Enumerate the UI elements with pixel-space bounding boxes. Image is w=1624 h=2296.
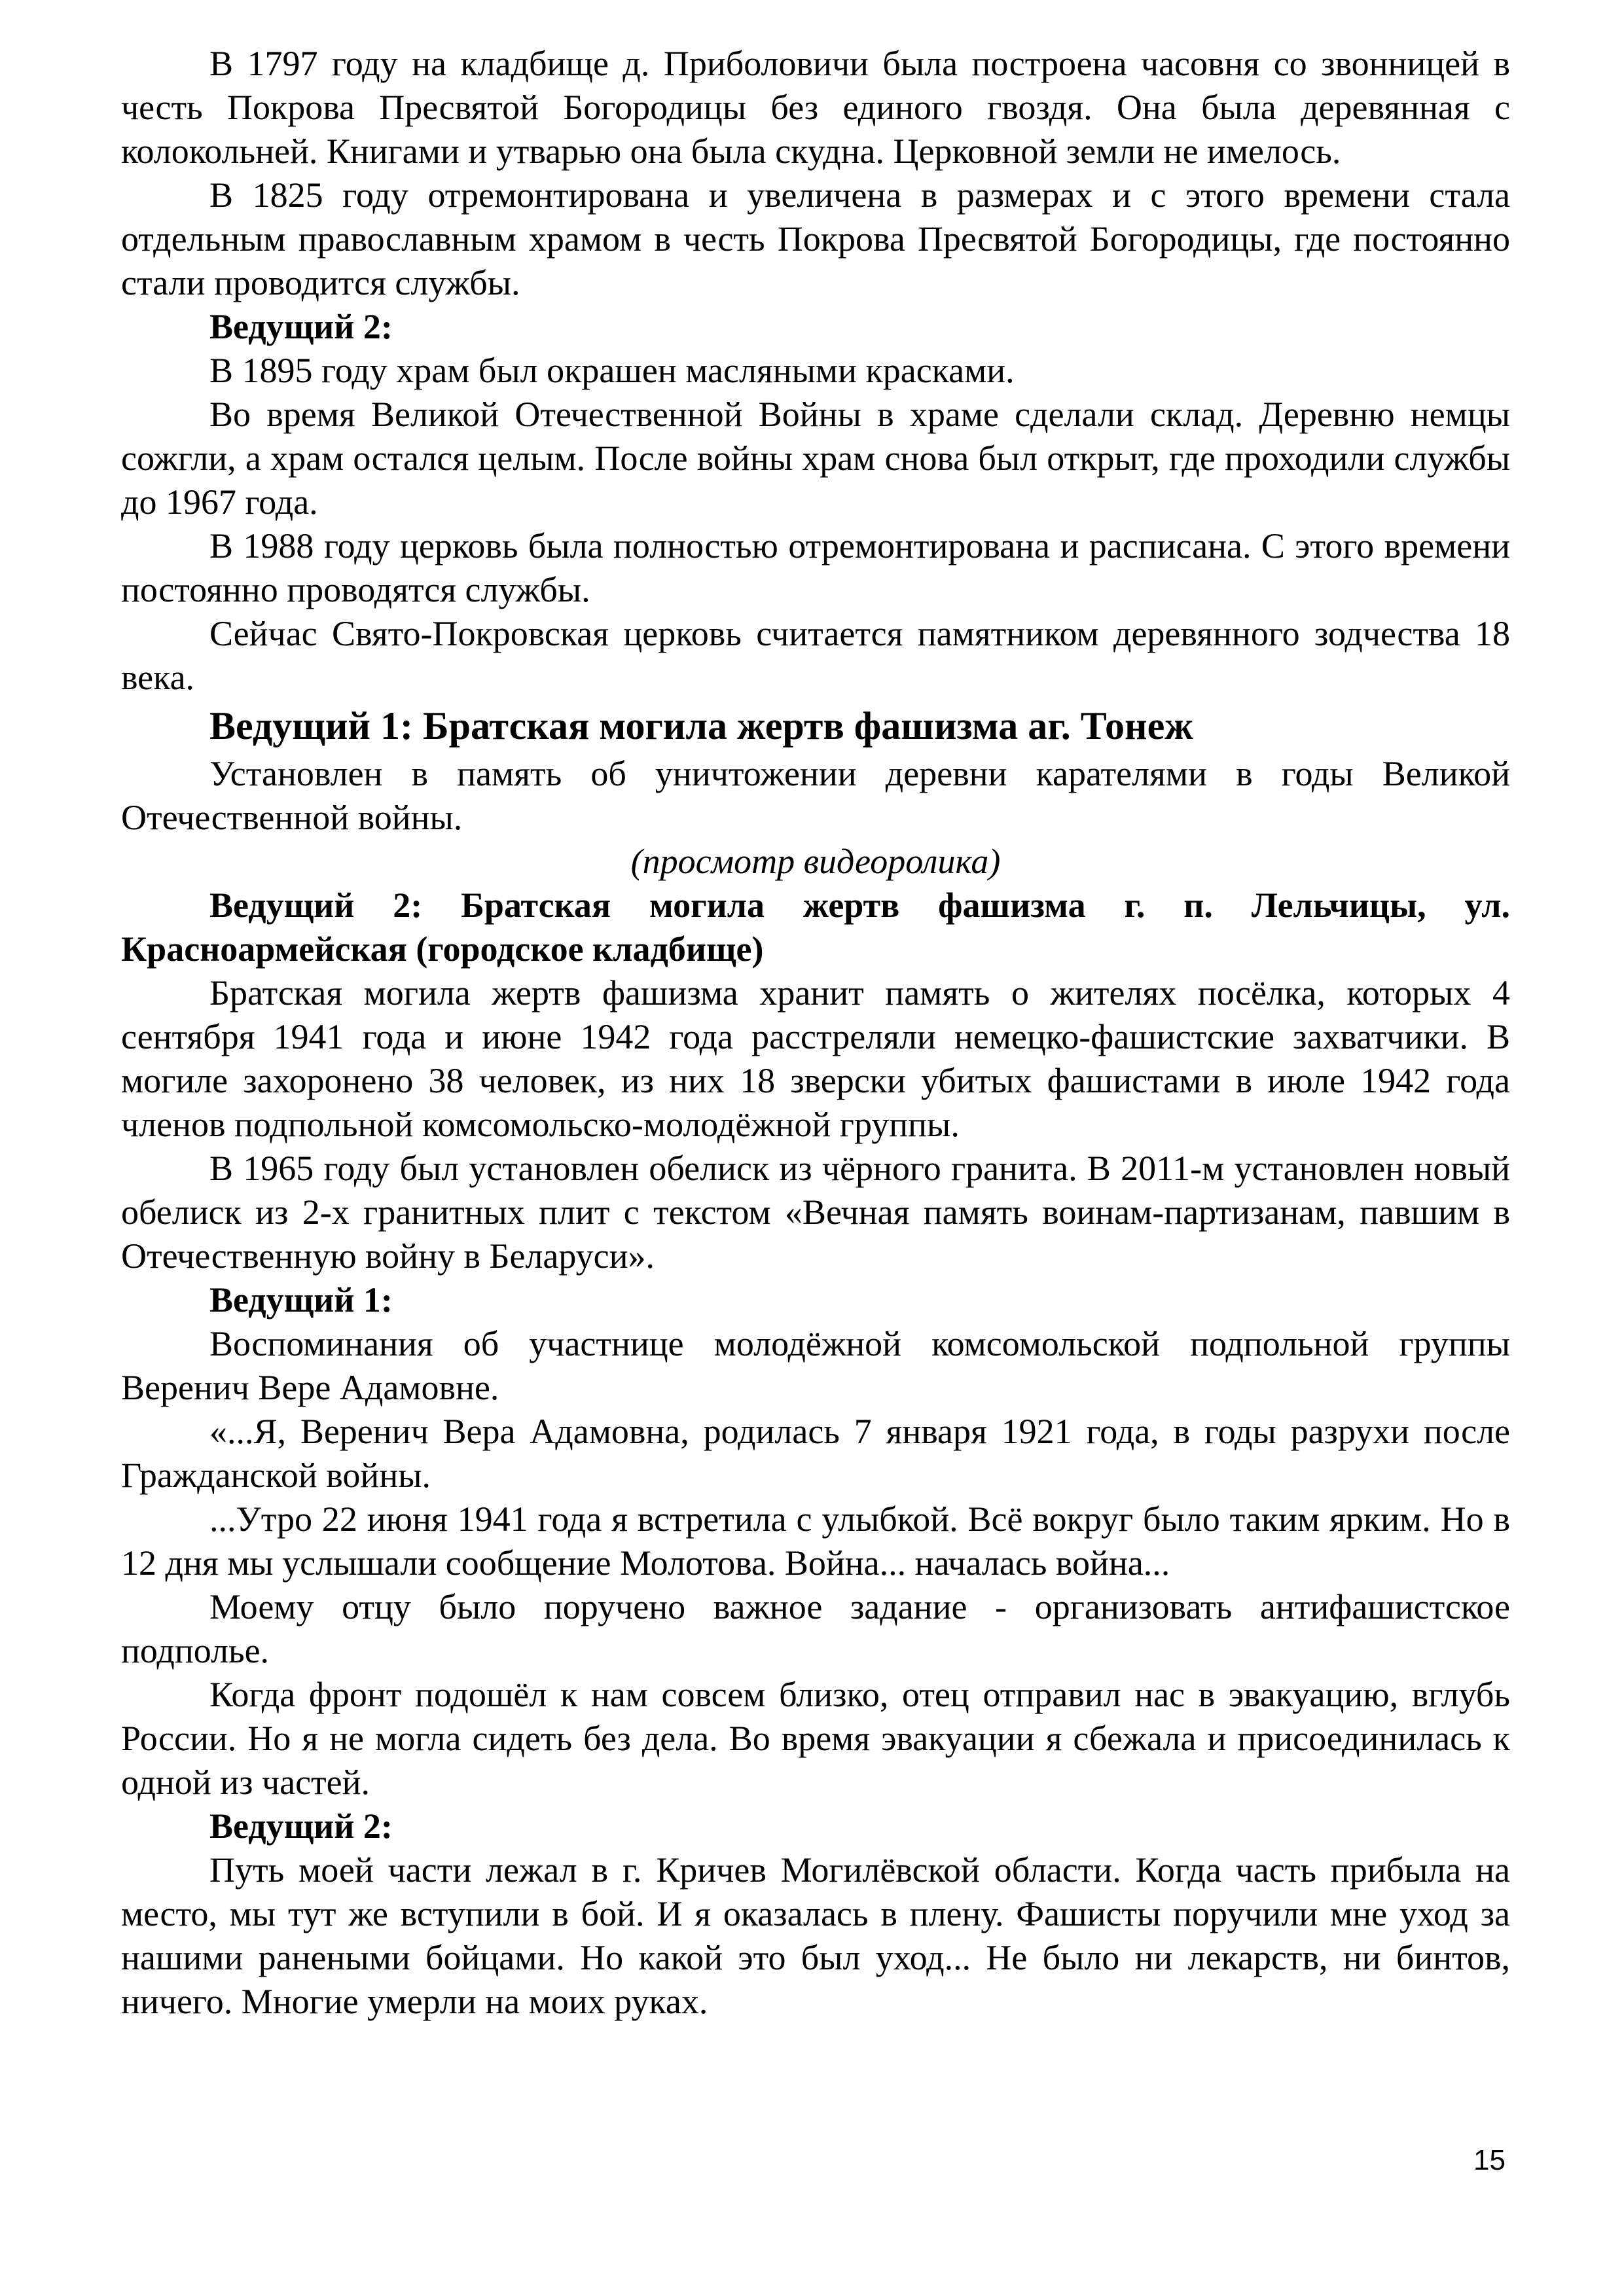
paragraph: В 1797 году на кладбище д. Приболовичи была построена часовня со звонницей в честь Покрова Пресвятой Богородицы без единого гвоздя. Она была деревянная с колокольней. Книгами и утварью она была скудна. Церковной земли не имелось. xyxy=(121,44,1510,171)
paragraph: Путь моей части лежал в г. Кричев Могилёвской области. Когда часть прибыла на место, мы тут же вступили в бой. И я оказалась в плену. Фашисты поручили мне уход за нашими ранеными бойцами. Но какой это был уход... Не было ни лекарств, ни бинтов, ничего. Многие умерли на моих руках. xyxy=(121,1850,1510,2021)
page-number: 15 xyxy=(1473,2144,1506,2176)
speaker-label: Ведущий 2: xyxy=(209,1806,393,1846)
paragraph: В 1988 году церковь была полностью отремонтирована и расписана. С этого времени постоянно проводятся службы. xyxy=(121,526,1510,609)
stage-direction: (просмотр видеоролика) xyxy=(630,842,1001,881)
paragraph: Установлен в память об уничтожении деревни карателями в годы Великой Отечественной войны. xyxy=(121,754,1510,837)
paragraph: Братская могила жертв фашизма хранит память о жителях посёлка, которых 4 сентября 1941 года и июне 1942 года расстреляли немецко-фашистские захватчики. В могиле захоронено 38 человек, из них 18 зверски убитых фашистами в июле 1942 года членов подпольной комсомольско-молодёжной группы. xyxy=(121,973,1510,1144)
paragraph: В 1825 году отремонтирована и увеличена в размерах и с этого времени стала отдельным православным храмом в честь Покрова Пресвятой Богородицы, где постоянно стали проводится службы. xyxy=(121,175,1510,302)
paragraph: ...Утро 22 июня 1941 года я встретила с улыбкой. Всё вокруг было таким ярким. Но в 12 дня мы услышали сообщение Молотова. Война... началась война... xyxy=(121,1499,1510,1583)
paragraph: В 1965 году был установлен обелиск из чёрного гранита. В 2011-м установлен новый обелиск из 2-х гранитных плит с текстом «Вечная память воинам-партизанам, павшим в Отечественную войну в Беларуси». xyxy=(121,1149,1510,1276)
speaker-heading: Ведущий 2: Братская могила жертв фашизма г. п. Лельчицы, ул. Красноармейская (городское кладбище) xyxy=(121,886,1510,969)
paragraph: «...Я, Веренич Вера Адамовна, родилась 7 января 1921 года, в годы разрухи после Гражданской войны. xyxy=(121,1412,1510,1495)
paragraph: Когда фронт подошёл к нам совсем близко, отец отправил нас в эвакуацию, вглубь России. Но я не могла сидеть без дела. Во время эвакуации я сбежала и присоединилась к одной из частей. xyxy=(121,1675,1510,1802)
paragraph: Моему отцу было поручено важное задание - организовать антифашистское подполье. xyxy=(121,1587,1510,1670)
text-column xyxy=(121,42,1510,2024)
paragraph: Во время Великой Отечественной Войны в храме сделали склад. Деревню немцы сожгли, а храм остался целым. После войны храм снова был открыт, где проходили службы до 1967 года. xyxy=(121,395,1510,522)
paragraph: Воспоминания об участнице молодёжной комсомольской подпольной группы Веренич Вере Адамовне. xyxy=(121,1324,1510,1407)
speaker-label: Ведущий 2: xyxy=(209,307,393,346)
paragraph: В 1895 году храм был окрашен масляными красками. xyxy=(209,351,1015,390)
section-heading: Ведущий 1: Братская могила жертв фашизма аг. Тонеж xyxy=(209,704,1193,747)
speaker-label: Ведущий 1: xyxy=(209,1280,393,1319)
paragraph: Сейчас Свято-Покровская церковь считается памятником деревянного зодчества 18 века. xyxy=(121,614,1510,697)
